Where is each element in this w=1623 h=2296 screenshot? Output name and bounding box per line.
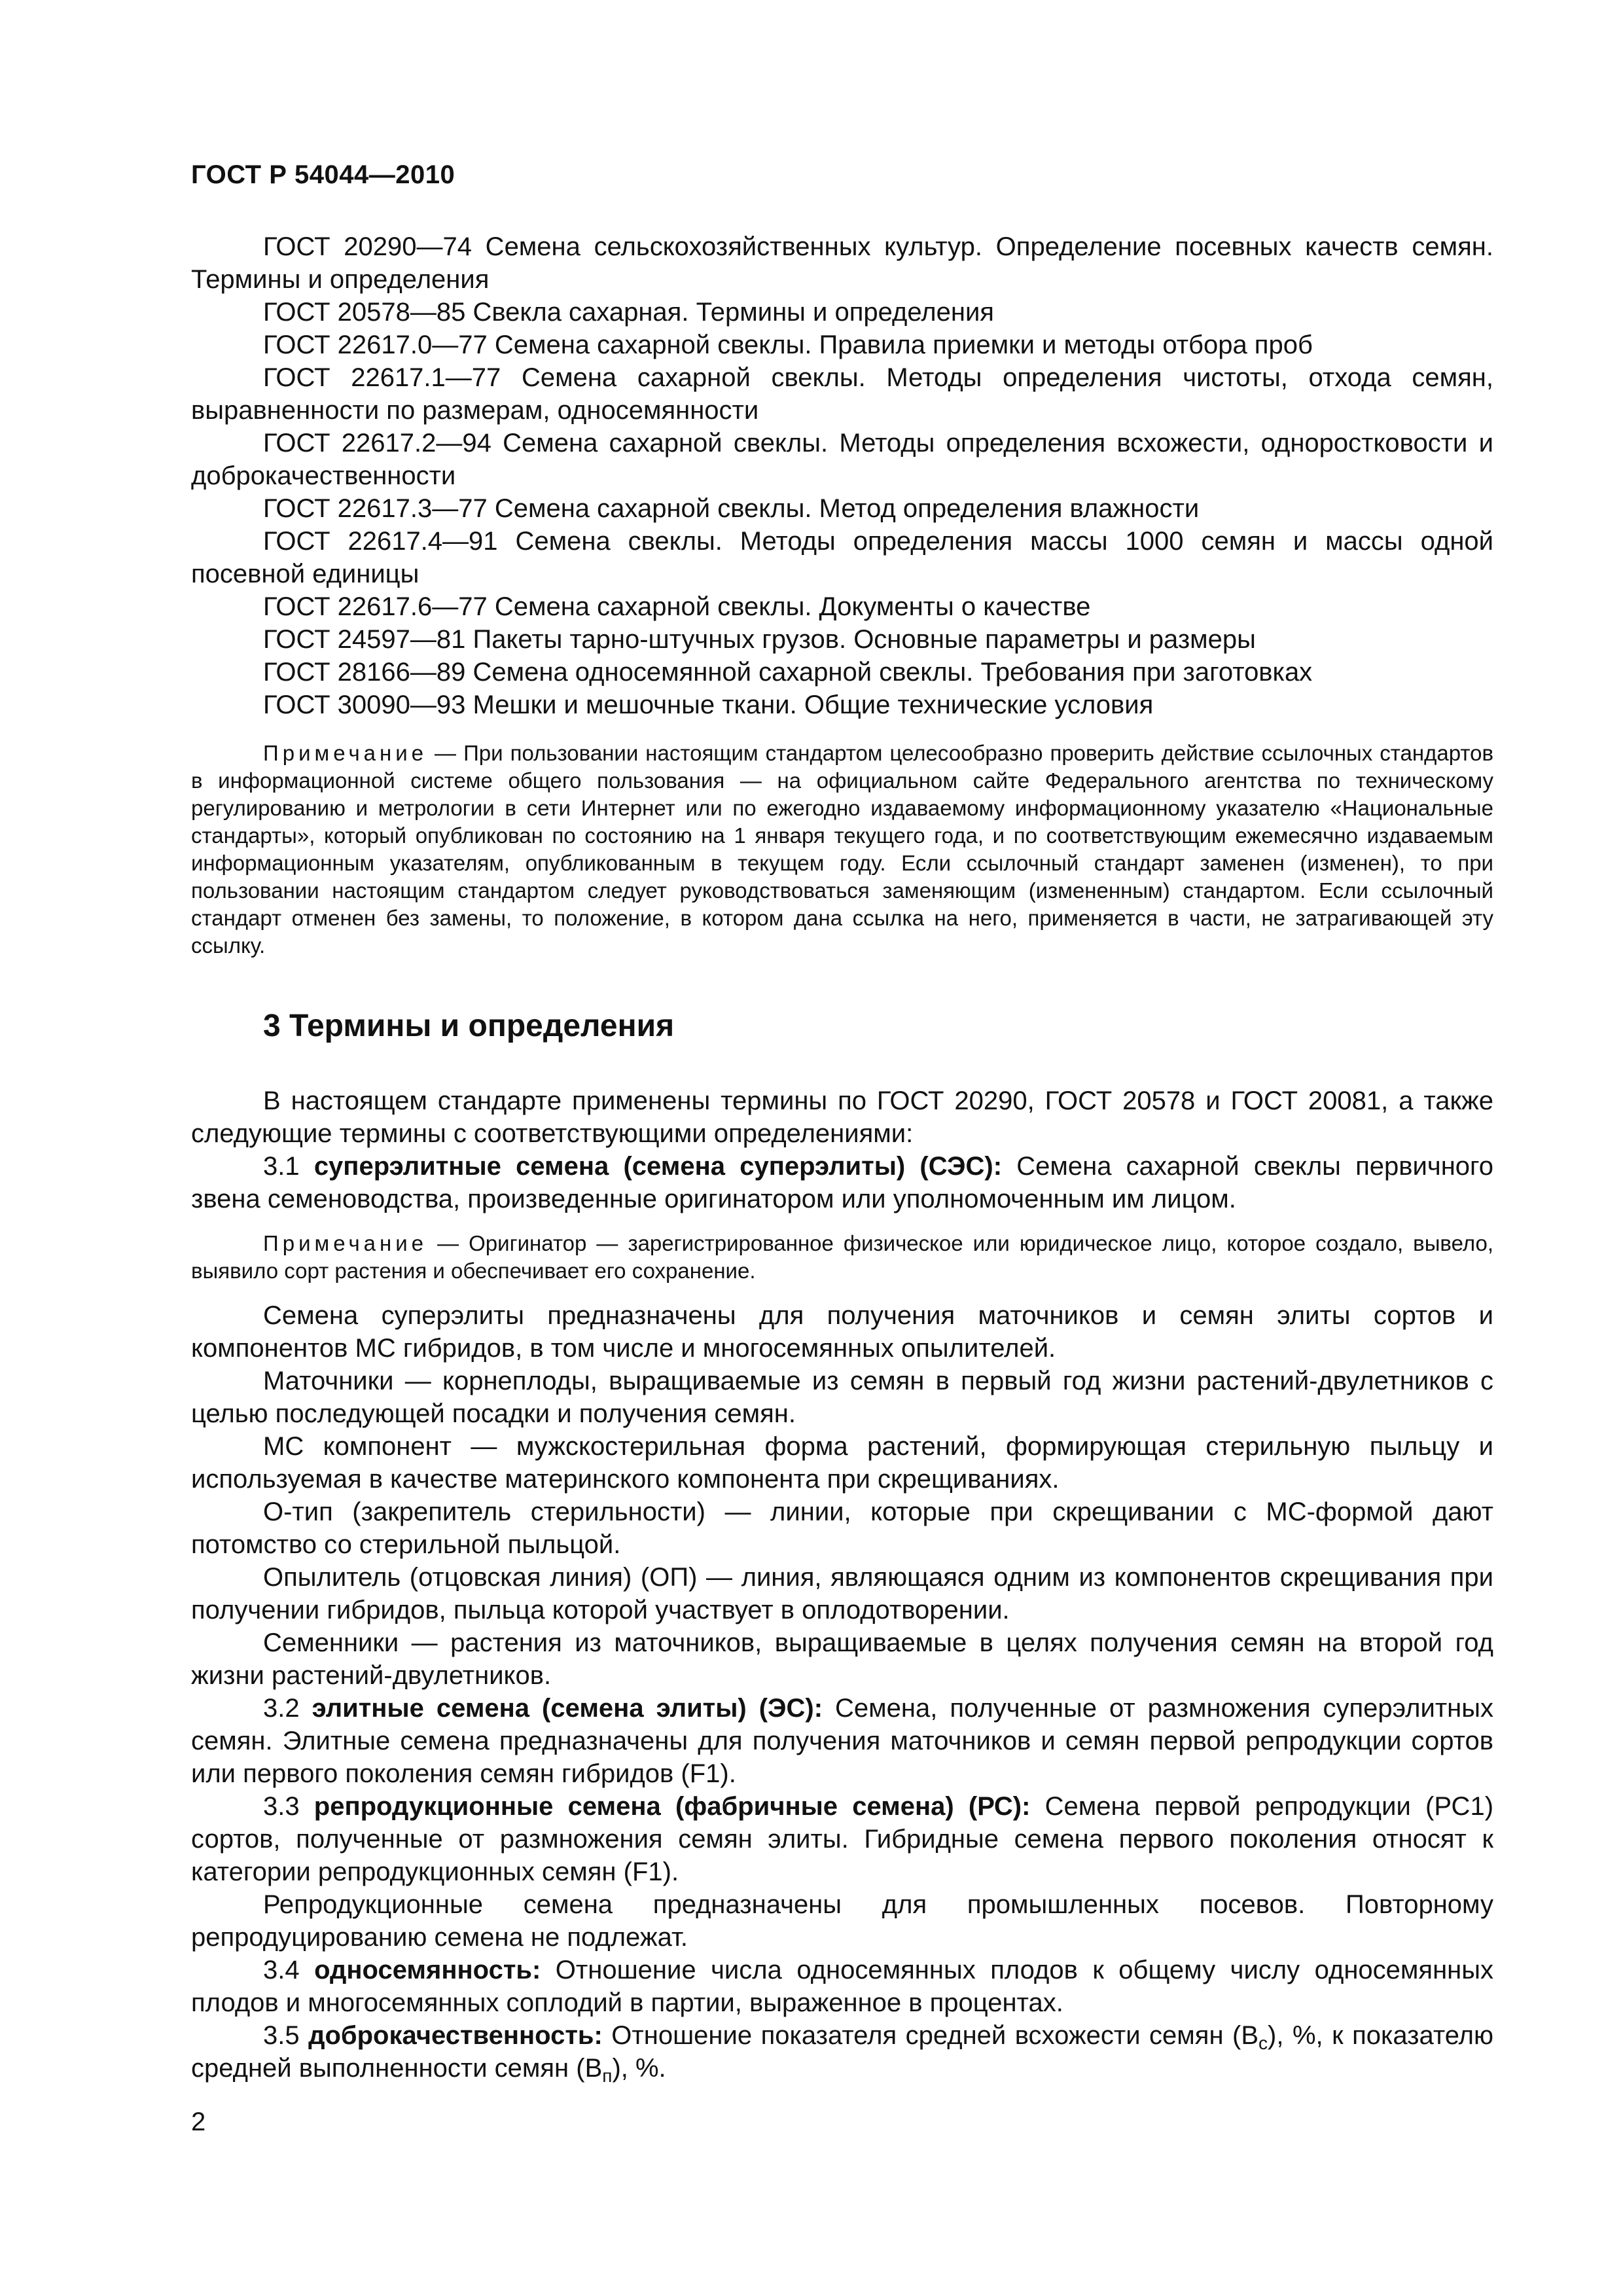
subscript: с: [1258, 2033, 1268, 2053]
term-3-1: [191, 1150, 1493, 1215]
reference-item: ГОСТ 24597—81 Пакеты тарно-штучных грузов. Основные параметры и размеры: [263, 625, 1256, 654]
term-name: односемянность:: [314, 1956, 541, 1984]
term-definition: Отношение числа односемянных плодов к общему числу односемянных плодов и многосемянных соплодий в партии, выраженное в процентах.: [191, 1956, 1493, 2017]
references-note: [191, 740, 1493, 960]
term-number: 3.5: [263, 2021, 309, 2050]
reference-item: ГОСТ 30090—93 Мешки и мешочные ткани. Общие технические условия: [263, 691, 1154, 719]
reference-item: ГОСТ 22617.0—77 Семена сахарной свеклы. Правила приемки и методы отбора проб: [263, 331, 1313, 359]
reference-item: ГОСТ 20290—74 Семена сельскохозяйственных культур. Определение посевных качеств семян. Термины и определения: [191, 232, 1493, 294]
paragraph: Семенники — растения из маточников, выращиваемые в целях получения семян на второй год жизни растений-двулетников.: [191, 1628, 1493, 1690]
paragraph: Маточники — корнеплоды, выращиваемые из семян в первый год жизни растений-двулетников с целью последующей посадки и получения семян.: [191, 1367, 1493, 1428]
term-3-4: [191, 1954, 1493, 2019]
note-text: — Оригинатор — зарегистрированное физическое или юридическое лицо, которое создало, вывело, выявило сорт растения и обеспечивает его сохранение.: [191, 1231, 1493, 1283]
document-header: ГОСТ Р 54044—2010: [191, 160, 455, 189]
term-name: репродукционные семена (фабричные семена) (РС):: [313, 1792, 1031, 1821]
term-definition: ), %.: [612, 2054, 666, 2083]
reference-item: ГОСТ 22617.1—77 Семена сахарной свеклы. Методы определения чистоты, отхода семян, выравненности по размерам, односемянности: [191, 363, 1493, 425]
note-text: — При пользовании настоящим стандартом целесообразно проверить действие ссылочных стандартов в информационной системе общего пользования — на официальном сайте Федерального агентства по техническому регулированию и метрологии в сети Интернет или по ежегодно издаваемому информационному указателю «Национальные стандарты», который опубликован по состоянию на 1 января текущего года, и по соответствующим ежемесячно издаваемым информационным указателям, опубликованным в текущем году. Если ссылочный стандарт заменен (изменен), то при пользовании настоящим стандартом следует руководствоваться заменяющим (измененным) стандартом. Если ссылочный стандарт отменен без замены, то положение, в котором дана ссылка на него, применяется в части, не затрагивающей эту ссылку.: [191, 741, 1493, 958]
reference-item: ГОСТ 28166—89 Семена односемянной сахарной свеклы. Требования при заготовках: [263, 658, 1313, 687]
paragraph: Репродукционные семена предназначены для промышленных посевов. Повторному репродуцированию семена не подлежат.: [191, 1890, 1493, 1952]
term-definition: Отношение показателя средней всхожести семян (В: [602, 2021, 1259, 2050]
normative-references-list: [191, 230, 1493, 721]
page-content: [191, 230, 1493, 2085]
reference-item: ГОСТ 22617.2—94 Семена сахарной свеклы. Методы определения всхожести, одноростковости и доброкачественности: [191, 429, 1493, 490]
section-title: 3 Термины и определения: [263, 1009, 675, 1043]
reference-item: ГОСТ 22617.6—77 Семена сахарной свеклы. Документы о качестве: [263, 592, 1091, 621]
paragraph: Опылитель (отцовская линия) (ОП) — линия, являющаяся одним из компонентов скрещивания при получении гибридов, пыльца которой участвует в оплодотворении.: [191, 1563, 1493, 1624]
section-intro: В настоящем стандарте применены термины по ГОСТ 20290, ГОСТ 20578 и ГОСТ 20081, а также следующие термины с соответствующими определениями:: [191, 1086, 1493, 1148]
note-label: Примечание: [263, 741, 428, 765]
reference-item: ГОСТ 20578—85 Свекла сахарная. Термины и определения: [263, 298, 994, 327]
term-number: 3.2: [263, 1694, 312, 1723]
term-definition: Семена первой репродукции (РС1) сортов, полученные от размножения семян элиты. Гибридные семена первого поколения относят к категории репродукционных семян (F1).: [191, 1792, 1494, 1886]
reference-item: ГОСТ 22617.3—77 Семена сахарной свеклы. Метод определения влажности: [263, 494, 1200, 523]
paragraph: МС компонент — мужскостерильная форма растений, формирующая стерильную пыльцу и используемая в качестве материнского компонента при скрещиваниях.: [191, 1432, 1493, 1494]
term-3-3: [191, 1790, 1493, 1888]
originator-note: [191, 1230, 1493, 1285]
term-number: 3.4: [263, 1956, 315, 1984]
term-definition: ), %, к показателю средней выполненности семян (В: [191, 2021, 1494, 2083]
page-number: 2: [191, 2108, 206, 2136]
paragraph: О-тип (закрепитель стерильности) — линии, которые при скрещивании с МС-формой дают потомство со стерильной пыльцой.: [191, 1498, 1493, 1559]
term-3-5: [191, 2019, 1493, 2085]
note-label: Примечание: [263, 1231, 428, 1255]
term-definition: Семена сахарной свеклы первичного звена семеноводства, произведенные оригинатором или уполномоченным им лицом.: [191, 1152, 1494, 1213]
term-definition: Семена, полученные от размножения суперэлитных семян. Элитные семена предназначены для получения маточников и семян первой репродукции сортов или первого поколения семян гибридов (F1).: [191, 1694, 1494, 1788]
term-number: 3.3: [263, 1792, 314, 1821]
term-3-2: [191, 1692, 1493, 1790]
term-name: доброкачественность:: [308, 2021, 603, 2050]
reference-item: ГОСТ 22617.4—91 Семена свеклы. Методы определения массы 1000 семян и массы одной посевной единицы: [191, 527, 1493, 588]
term-number: 3.1: [263, 1152, 314, 1181]
term-name: суперэлитные семена (семена суперэлиты) (СЭС):: [313, 1152, 1003, 1181]
paragraph: Семена суперэлиты предназначены для получения маточников и семян элиты сортов и компонентов МС гибридов, в том числе и многосемянных опылителей.: [191, 1301, 1493, 1363]
subscript: п: [602, 2066, 613, 2086]
term-name: элитные семена (семена элиты) (ЭС):: [312, 1694, 823, 1723]
